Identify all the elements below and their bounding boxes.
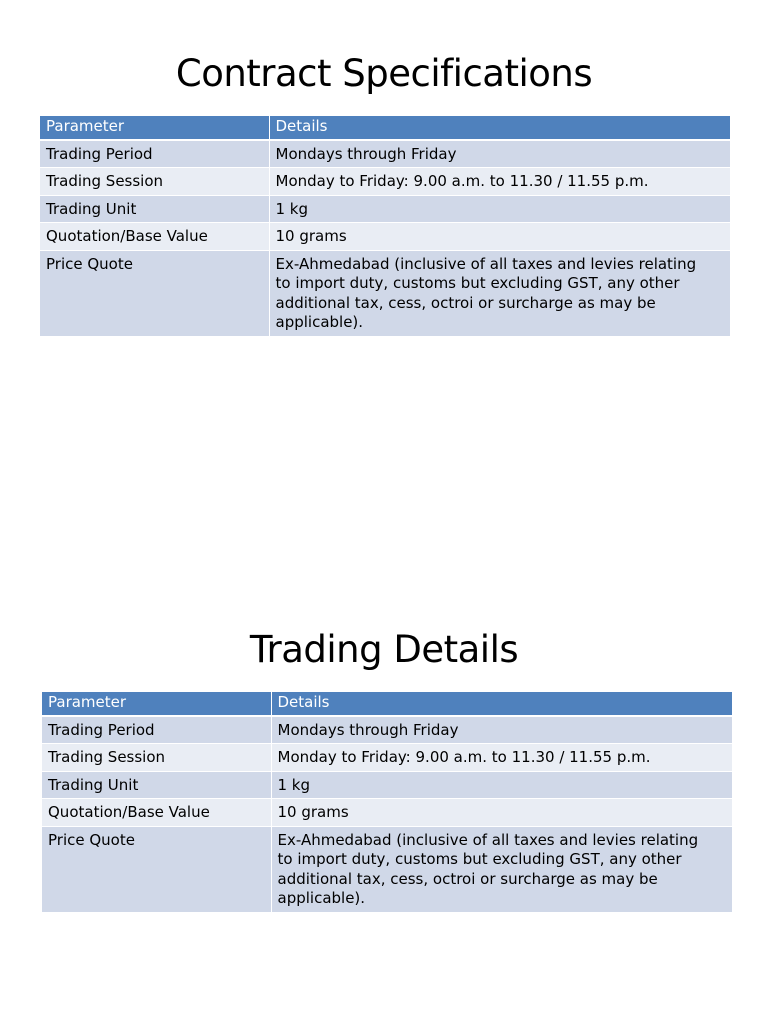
slide-title: Contract Specifications bbox=[175, 52, 593, 95]
table-row bbox=[40, 223, 730, 251]
table-row bbox=[40, 140, 730, 168]
parameter-cell: Quotation/Base Value bbox=[42, 799, 271, 827]
column-header-parameter: Parameter bbox=[42, 692, 271, 716]
table-header-row bbox=[40, 116, 730, 140]
table-row bbox=[42, 799, 732, 827]
table-row bbox=[42, 744, 732, 772]
details-cell: Monday to Friday: 9.00 a.m. to 11.30 / 11.55 p.m. bbox=[271, 744, 732, 772]
parameter-cell: Trading Period bbox=[42, 716, 271, 744]
parameter-cell: Trading Unit bbox=[40, 195, 269, 223]
trading-details-table bbox=[42, 692, 733, 913]
column-header-details: Details bbox=[269, 116, 730, 140]
column-header-details: Details bbox=[271, 692, 732, 716]
parameter-cell: Quotation/Base Value bbox=[40, 223, 269, 251]
table-header-row bbox=[42, 692, 732, 716]
column-header-parameter: Parameter bbox=[40, 116, 269, 140]
parameter-cell: Trading Session bbox=[42, 744, 271, 772]
details-cell: 10 grams bbox=[271, 799, 732, 827]
parameter-cell: Trading Period bbox=[40, 140, 269, 168]
parameter-cell: Trading Session bbox=[40, 168, 269, 196]
table-row bbox=[42, 771, 732, 799]
details-cell: 1 kg bbox=[269, 195, 730, 223]
contract-specifications-table bbox=[40, 116, 731, 337]
table-row bbox=[42, 716, 732, 744]
slide-title: Trading Details bbox=[249, 628, 519, 671]
table-row bbox=[40, 250, 730, 336]
parameter-cell: Trading Unit bbox=[42, 771, 271, 799]
details-cell: Mondays through Friday bbox=[271, 716, 732, 744]
details-cell: Mondays through Friday bbox=[269, 140, 730, 168]
details-cell: 10 grams bbox=[269, 223, 730, 251]
parameter-cell: Price Quote bbox=[40, 250, 269, 336]
parameter-cell: Price Quote bbox=[42, 826, 271, 912]
table-row bbox=[40, 168, 730, 196]
details-cell: Monday to Friday: 9.00 a.m. to 11.30 / 11.55 p.m. bbox=[269, 168, 730, 196]
details-cell: Ex-Ahmedabad (inclusive of all taxes and levies relating to import duty, customs but excluding GST, any other additional tax, cess, octroi or surcharge as may be applicable). bbox=[271, 826, 732, 912]
table-row bbox=[42, 826, 732, 912]
details-cell: Ex-Ahmedabad (inclusive of all taxes and levies relating to import duty, customs but excluding GST, any other additional tax, cess, octroi or surcharge as may be applicable). bbox=[269, 250, 730, 336]
table-row bbox=[40, 195, 730, 223]
details-cell: 1 kg bbox=[271, 771, 732, 799]
